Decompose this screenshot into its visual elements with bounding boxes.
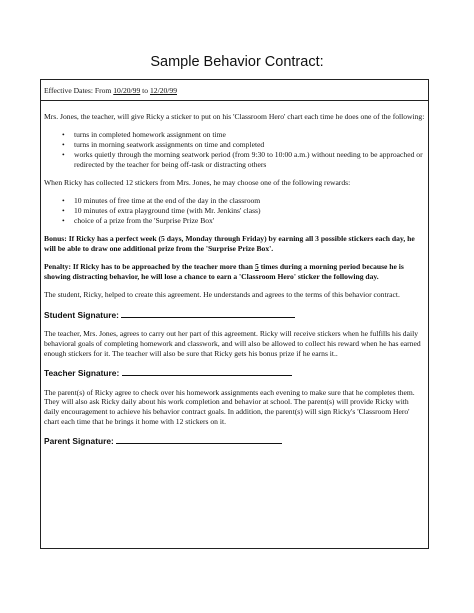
bullet-icon: •: [62, 140, 65, 150]
list-item: [62, 206, 425, 216]
parent-signature-line[interactable]: [116, 435, 282, 444]
teacher-signature-label: Teacher Signature:: [44, 368, 120, 379]
effective-dates-prefix: Effective Dates: From: [44, 86, 114, 95]
intro-paragraph: Mrs. Jones, the teacher, will give Ricky a sticker to put on his 'Classroom Hero' chart each time he does one of the following:: [44, 112, 425, 121]
behavior-list: [44, 130, 425, 169]
effective-from-date: 10/20/99: [113, 86, 141, 95]
contract-box: [40, 79, 429, 549]
teacher-signature-line[interactable]: [122, 367, 292, 376]
student-signature-label: Student Signature:: [44, 309, 119, 320]
page-title: Sample Behavior Contract:: [150, 54, 324, 70]
effective-to-word: to: [140, 86, 150, 95]
parent-signature-label: Parent Signature:: [44, 436, 114, 447]
behavior-text: turns in completed homework assignment on time: [74, 130, 226, 140]
reward-text: 10 minutes of extra playground time (with Mr. Jenkins' class): [74, 206, 261, 216]
penalty-count: 5: [254, 262, 259, 272]
parent-signature-row: [44, 435, 425, 447]
penalty-text-after: times during a morning period because he is showing distracting behavior, he will lose a chance to earn a 'Classroom Hero' sticker the following day.: [44, 262, 404, 282]
contract-body: [44, 112, 425, 456]
parent-statement: The parent(s) of Ricky agree to check over his homework assignments each evening to make sure that he completes them. They will also ask Ricky daily about his work completion and behavior at school. The parent(s) will provide Ricky with daily encouragement to achieve his behavior contract goals. In addition, the parent(s) will sign Ricky's 'Classroom Hero' chart each time that he brings it home with 12 stickers on it.: [44, 387, 415, 426]
bullet-icon: •: [62, 206, 65, 216]
effective-dates-row: [41, 80, 428, 101]
bonus-paragraph: Bonus: If Ricky has a perfect week (5 days, Monday through Friday) by earning all 3 possible stickers each day, he will be able to draw one additional prize from the 'Surprise Prize Box'.: [44, 234, 415, 253]
penalty-paragraph: [44, 262, 425, 282]
list-item: [62, 140, 425, 150]
student-signature-line[interactable]: [121, 309, 295, 318]
bullet-icon: •: [62, 196, 65, 206]
teacher-signature-row: [44, 367, 425, 379]
student-signature-row: [44, 309, 425, 321]
behavior-text: turns in morning seatwork assignments on time and completed: [74, 140, 265, 150]
list-item: [62, 149, 425, 170]
reward-text: 10 minutes of free time at the end of the day in the classroom: [74, 196, 261, 206]
reward-text: choice of a prize from the 'Surprise Prize Box': [74, 215, 215, 225]
list-item: [62, 215, 425, 226]
effective-to-date: 12/20/99: [149, 86, 177, 95]
bullet-icon: •: [62, 130, 65, 140]
student-statement: The student, Ricky, helped to create this agreement. He understands and agrees to the terms of this behavior contract.: [44, 290, 400, 300]
teacher-statement: The teacher, Mrs. Jones, agrees to carry out her part of this agreement. Ricky will receive stickers when he fulfills his daily behavioral goals of completing homework and classwork, and will also be allowed to collect his reward when he has earned enough stickers for it. The teacher will also be sure that Ricky gets his bonus prize if he earns it..: [44, 329, 421, 358]
list-item: [62, 130, 425, 140]
reward-list: [44, 196, 425, 225]
bullet-icon: •: [62, 149, 65, 159]
rewards-intro-paragraph: When Ricky has collected 12 stickers from Mrs. Jones, he may choose one of the following rewards:: [44, 177, 351, 187]
list-item: [62, 196, 425, 206]
bullet-icon: •: [62, 215, 65, 225]
penalty-text-before: Penalty: If Ricky has to be approached by the teacher more than: [44, 262, 255, 272]
behavior-text: works quietly through the morning seatwork period (from 9:30 to 10:00 a.m.) without needing to be approached or redirected by the teacher for being off-task or distracting others: [74, 149, 423, 169]
